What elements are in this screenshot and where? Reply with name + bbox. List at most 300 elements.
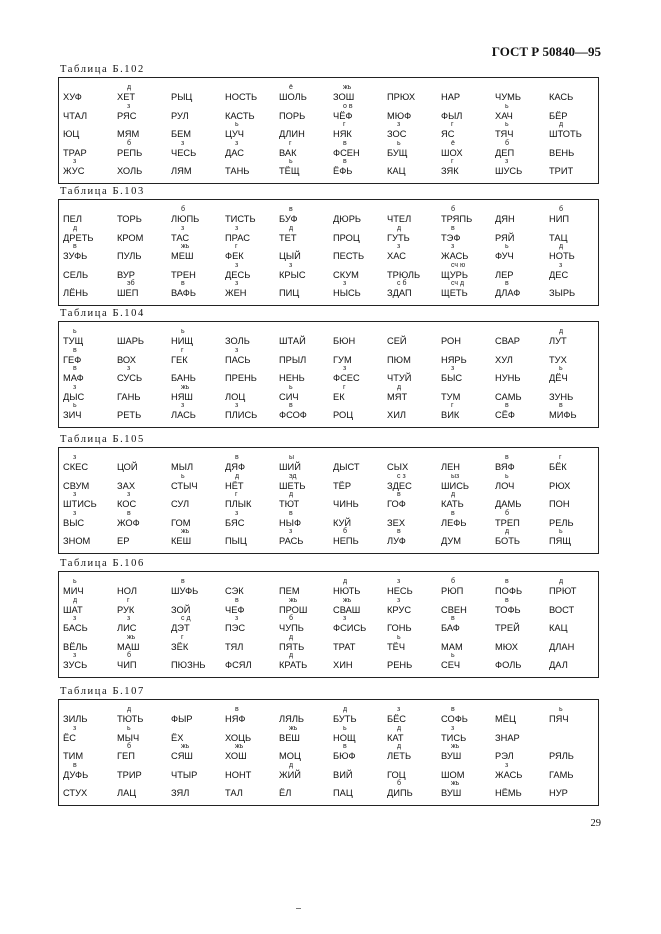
table-cell (491, 473, 545, 492)
table-cell (329, 762, 383, 781)
word: ЗОЙ (171, 604, 191, 615)
word: ПЛИСЬ (225, 410, 258, 420)
table-cell (491, 103, 545, 122)
word: ЗОШ (333, 92, 355, 102)
table-cell (113, 725, 167, 744)
table-cell (59, 780, 113, 799)
word: СВАШ (333, 604, 361, 615)
phoneme-mark: з (73, 383, 77, 391)
phoneme-mark: б (127, 139, 132, 147)
table-cell (275, 121, 329, 140)
phoneme-mark: ь (181, 328, 185, 335)
table-cell (329, 225, 383, 244)
table-cell (59, 158, 113, 177)
word: ЖИЙ (279, 769, 301, 780)
table-cell (437, 347, 491, 366)
table-cell (275, 780, 329, 799)
word: НУР (549, 788, 568, 798)
table-cell (329, 140, 383, 159)
word: ПУЛЬ (117, 251, 142, 261)
word: БУЩ (387, 147, 408, 158)
word: БЁР (549, 110, 568, 121)
table-cell (491, 347, 545, 366)
table-cell (491, 725, 545, 744)
table-row (59, 597, 598, 616)
word: БОТЬ (495, 536, 521, 546)
table-cell (275, 243, 329, 262)
word: ГОМ (171, 517, 191, 528)
table-cell (383, 140, 437, 159)
word: ФУЧ (495, 251, 514, 261)
word: СЕЧ (441, 660, 461, 670)
table-cell (437, 158, 491, 177)
word: ЛЯЛЬ (279, 714, 305, 724)
phoneme-mark: ь (505, 121, 509, 128)
table-cell (329, 402, 383, 421)
word: ШОЛЬ (279, 92, 307, 102)
word: ЗЁК (171, 641, 189, 652)
table-cell (491, 597, 545, 616)
phoneme-mark: жь (451, 743, 460, 750)
phoneme-mark: жь (289, 596, 298, 604)
phoneme-mark: з (451, 365, 455, 372)
phoneme-mark: в (343, 743, 347, 750)
phoneme-mark: в (451, 706, 455, 713)
table-cell (545, 121, 599, 140)
table-row (59, 725, 598, 744)
word: ПЫЦ (225, 536, 247, 546)
word: СКЕС (63, 462, 89, 472)
table-cell (545, 491, 599, 510)
word: ФСЕН (333, 147, 360, 158)
word: НИП (549, 214, 570, 224)
phoneme-mark: б (289, 615, 294, 622)
word: ПРОШ (279, 604, 308, 615)
table-cell (221, 158, 275, 177)
word: ЗИЧ (63, 410, 82, 420)
word: РЫЦ (171, 92, 193, 102)
table-cell (113, 158, 167, 177)
table-cell (329, 206, 383, 225)
table-cell (383, 280, 437, 299)
table-cell (113, 510, 167, 529)
table-cell (59, 454, 113, 473)
table-cell (167, 652, 221, 671)
word: КРАТЬ (279, 660, 308, 670)
table-cell (59, 347, 113, 366)
phoneme-mark: ь (235, 121, 239, 128)
word: ДИПЬ (387, 788, 413, 798)
table-cell (275, 262, 329, 281)
table-cell (383, 706, 437, 725)
table-cell (113, 528, 167, 547)
word: ПОРЬ (279, 110, 306, 121)
word: ТЁЩ (279, 166, 300, 176)
phoneme-mark: г (451, 121, 454, 128)
table-cell (113, 206, 167, 225)
table-cell (383, 597, 437, 616)
word: ШУФЬ (171, 586, 199, 596)
phoneme-mark: з (289, 528, 293, 535)
word: ДЮРЬ (333, 214, 361, 224)
table-cell (329, 780, 383, 799)
phoneme-mark: г (343, 383, 346, 391)
word: ЛОЧ (495, 480, 515, 491)
table-row (59, 225, 598, 244)
phoneme-mark: ь (559, 528, 563, 535)
phoneme-mark: жь (235, 743, 244, 750)
table-cell (545, 454, 599, 473)
word: ЁФЬ (333, 166, 353, 176)
table-cell (221, 706, 275, 725)
table-cell (167, 762, 221, 781)
word: ГУТЬ (387, 232, 410, 243)
word: ГЕФ (63, 354, 82, 365)
word: КРУС (387, 604, 412, 615)
table-cell (275, 347, 329, 366)
table-row (59, 262, 598, 281)
table-cell (59, 140, 113, 159)
word: БЁК (549, 462, 567, 472)
word: ТЁЧ (387, 641, 406, 652)
table-cell (167, 402, 221, 421)
table-cell (491, 158, 545, 177)
word: ЮЦ (63, 129, 80, 139)
word: РОН (441, 336, 461, 346)
word: ДАЛ (549, 660, 568, 670)
phoneme-mark: ы (289, 454, 295, 461)
word: ЗУНЬ (549, 391, 574, 402)
word: ПАСЬ (225, 354, 251, 365)
table-cell (221, 652, 275, 671)
table-cell (59, 725, 113, 744)
table-cell (275, 206, 329, 225)
table-cell (437, 84, 491, 103)
word: РЯС (117, 110, 137, 121)
table-cell (545, 578, 599, 597)
phoneme-mark: жь (343, 84, 352, 91)
table-cell (59, 528, 113, 547)
word: ЗУСЬ (63, 660, 88, 670)
table-cell (275, 491, 329, 510)
table-cell (59, 597, 113, 616)
table-row (59, 384, 598, 403)
table-cell (383, 365, 437, 384)
table-cell (491, 243, 545, 262)
word: КАСТЬ (225, 110, 255, 121)
phoneme-mark: д (289, 491, 294, 498)
table-cell (113, 365, 167, 384)
phoneme-mark: г (451, 158, 454, 165)
table-row (59, 402, 598, 421)
word: МЯМ (117, 129, 140, 139)
word: ЛЕР (495, 269, 514, 280)
table-row (59, 328, 598, 347)
phoneme-mark: з (397, 243, 401, 250)
phoneme-mark: б (343, 528, 348, 535)
word: ХОЛЬ (117, 166, 143, 176)
word: ВАК (279, 147, 297, 158)
phoneme-mark: б (451, 578, 456, 585)
table-cell (329, 491, 383, 510)
word: РЕТЬ (117, 410, 142, 420)
table-cell (329, 615, 383, 634)
table-cell (113, 402, 167, 421)
table-cell (437, 365, 491, 384)
table-cell (491, 510, 545, 529)
word: ЦУЧ (225, 129, 244, 139)
table-cell (437, 454, 491, 473)
table-cell (221, 402, 275, 421)
word: НЕСЬ (387, 586, 413, 596)
phoneme-mark: з (235, 261, 239, 269)
table-row (59, 780, 598, 799)
table-cell (221, 243, 275, 262)
word: БЯС (225, 517, 245, 528)
table-cell (437, 528, 491, 547)
phoneme-mark: д (289, 224, 294, 232)
table-cell (545, 243, 599, 262)
word: ЧТЕЛ (387, 214, 412, 224)
word: РЕНЬ (387, 660, 413, 670)
table-cell (491, 365, 545, 384)
word: ДЫСТ (333, 462, 360, 472)
table-cell (275, 528, 329, 547)
table-cell (113, 597, 167, 616)
word: ЗОС (387, 129, 407, 139)
word: ЕК (333, 391, 345, 402)
word: КАТЬ (441, 499, 464, 509)
phoneme-mark: д (127, 84, 132, 91)
table-cell (545, 597, 599, 616)
table-cell (59, 121, 113, 140)
phoneme-mark: ь (289, 383, 293, 391)
word: МЫЛ (171, 462, 194, 472)
phoneme-mark: б (181, 206, 186, 213)
phoneme-mark: д (397, 383, 402, 391)
word: ЁХ (171, 732, 184, 743)
table-cell (383, 84, 437, 103)
table-cell (275, 706, 329, 725)
table-cell (383, 454, 437, 473)
word: ЖЕН (225, 288, 247, 298)
word: ХЕТ (117, 92, 136, 102)
phoneme-mark: в (73, 346, 77, 354)
phoneme-mark: б (451, 206, 456, 213)
phoneme-mark: в (505, 578, 509, 585)
word: СУСЬ (117, 373, 143, 383)
table-cell (545, 706, 599, 725)
table-cell (221, 615, 275, 634)
word: ЗЯЛ (171, 788, 190, 798)
table-cell (383, 103, 437, 122)
table-cell (275, 84, 329, 103)
table-cell (383, 347, 437, 366)
table-cell (545, 225, 599, 244)
table-cell (167, 280, 221, 299)
phoneme-mark: д (397, 743, 402, 750)
word: РЯЙ (495, 232, 515, 243)
phoneme-mark: з (73, 158, 77, 165)
word: БАФ (441, 623, 460, 633)
word: ТЭФ (441, 232, 461, 243)
word: ШИСЬ (441, 480, 470, 491)
table-cell (329, 725, 383, 744)
table-cell (383, 328, 437, 347)
table-cell (491, 280, 545, 299)
phoneme-mark: б (505, 139, 510, 147)
phoneme-mark: ь (505, 102, 509, 110)
phoneme-mark: с д (181, 615, 191, 622)
phoneme-mark: з (73, 615, 77, 622)
phoneme-mark: жь (289, 724, 298, 732)
table-cell (545, 384, 599, 403)
table-cell (275, 743, 329, 762)
table-cell (113, 634, 167, 653)
word: ЩЕТЬ (441, 288, 468, 298)
table-cell (491, 206, 545, 225)
table-cell (59, 491, 113, 510)
table-cell (329, 473, 383, 492)
table-cell (221, 121, 275, 140)
table-cell (437, 280, 491, 299)
phoneme-mark: з (73, 454, 77, 461)
table-cell (329, 121, 383, 140)
table-row (59, 634, 598, 653)
phoneme-mark: з (397, 121, 401, 128)
word: ФЫР (171, 714, 193, 724)
word: ВЯФ (495, 462, 515, 472)
table-cell (545, 280, 599, 299)
word: НЫФ (279, 517, 302, 528)
table-cell (275, 762, 329, 781)
word: СКУМ (333, 269, 359, 280)
word: ШУСЬ (495, 166, 523, 176)
word: ЧЕСЬ (171, 147, 197, 158)
table-cell (167, 725, 221, 744)
table-cell (383, 725, 437, 744)
word-table (58, 447, 599, 554)
phoneme-mark: о в (343, 102, 353, 110)
table-cell (491, 615, 545, 634)
table-cell (167, 121, 221, 140)
phoneme-mark: ь (127, 724, 131, 732)
phoneme-mark: д (289, 633, 294, 641)
word: БЮН (333, 336, 356, 346)
word: ЛЮПЬ (171, 214, 200, 224)
word: НЫСЬ (333, 288, 361, 298)
word: ПОН (549, 499, 570, 509)
phoneme-mark: з (127, 491, 131, 498)
table-cell (167, 578, 221, 597)
phoneme-mark: з (397, 706, 401, 713)
word: ДЕП (495, 147, 515, 158)
word: НАР (441, 92, 461, 102)
phoneme-mark: д (397, 224, 402, 232)
table-cell (167, 365, 221, 384)
word: НОТЬ (549, 251, 575, 261)
word: ДЁЧ (549, 373, 568, 383)
table-cell (437, 402, 491, 421)
table-cell (221, 328, 275, 347)
phoneme-mark: з (451, 724, 455, 732)
word: ФЫЛ (441, 110, 463, 121)
table-cell (437, 725, 491, 744)
word: ГУМ (333, 354, 352, 365)
word: ХУФ (63, 92, 82, 102)
word: НОНТ (225, 769, 252, 780)
word: МЕШ (171, 251, 194, 261)
word-table (58, 199, 599, 306)
table-cell (59, 103, 113, 122)
word: ТИМ (63, 751, 84, 761)
table-cell (437, 384, 491, 403)
phoneme-mark: з (343, 280, 347, 287)
table-cell (383, 121, 437, 140)
word: СЫХ (387, 462, 409, 472)
table-cell (329, 578, 383, 597)
table-cell (437, 743, 491, 762)
phoneme-mark: з (397, 596, 401, 604)
table-cell (491, 528, 545, 547)
word: ЗДАП (387, 288, 412, 298)
table-cell (329, 597, 383, 616)
table-cell (59, 328, 113, 347)
word: ЧИНЬ (333, 499, 359, 509)
word: ПЕЛ (63, 214, 82, 224)
table-cell (437, 225, 491, 244)
table-cell (167, 206, 221, 225)
word: ЗДЕС (387, 480, 412, 491)
table-cell (491, 491, 545, 510)
word: ДЭТ (171, 623, 190, 633)
table-cell (59, 365, 113, 384)
phoneme-mark: в (181, 578, 185, 585)
table-cell (59, 652, 113, 671)
table-cell (545, 762, 599, 781)
phoneme-mark: з (73, 652, 77, 659)
word: ВИК (441, 410, 460, 420)
word: САМЬ (495, 391, 522, 402)
word: СОФЬ (441, 714, 468, 724)
phoneme-mark: з (127, 365, 131, 372)
phoneme-mark: в (181, 280, 185, 287)
phoneme-mark: з (451, 243, 455, 250)
word: ТУМ (441, 391, 461, 402)
word: ТОРЬ (117, 214, 142, 224)
word: КРОМ (117, 232, 144, 243)
word: ЛУТ (549, 336, 567, 346)
table-row (59, 280, 598, 299)
table-cell (167, 328, 221, 347)
table-cell (113, 578, 167, 597)
table-cell (59, 243, 113, 262)
table-cell (491, 706, 545, 725)
phoneme-mark: с з (397, 472, 406, 480)
table-cell (329, 158, 383, 177)
table-cell (329, 328, 383, 347)
phoneme-mark: в (73, 761, 77, 769)
table-cell (167, 84, 221, 103)
table-cell (383, 578, 437, 597)
table-cell (491, 384, 545, 403)
phoneme-mark: жь (181, 243, 190, 250)
table-cell (491, 225, 545, 244)
table-cell (113, 225, 167, 244)
table-cell (437, 615, 491, 634)
phoneme-mark: ь (73, 328, 77, 335)
phoneme-mark: б (505, 509, 510, 517)
